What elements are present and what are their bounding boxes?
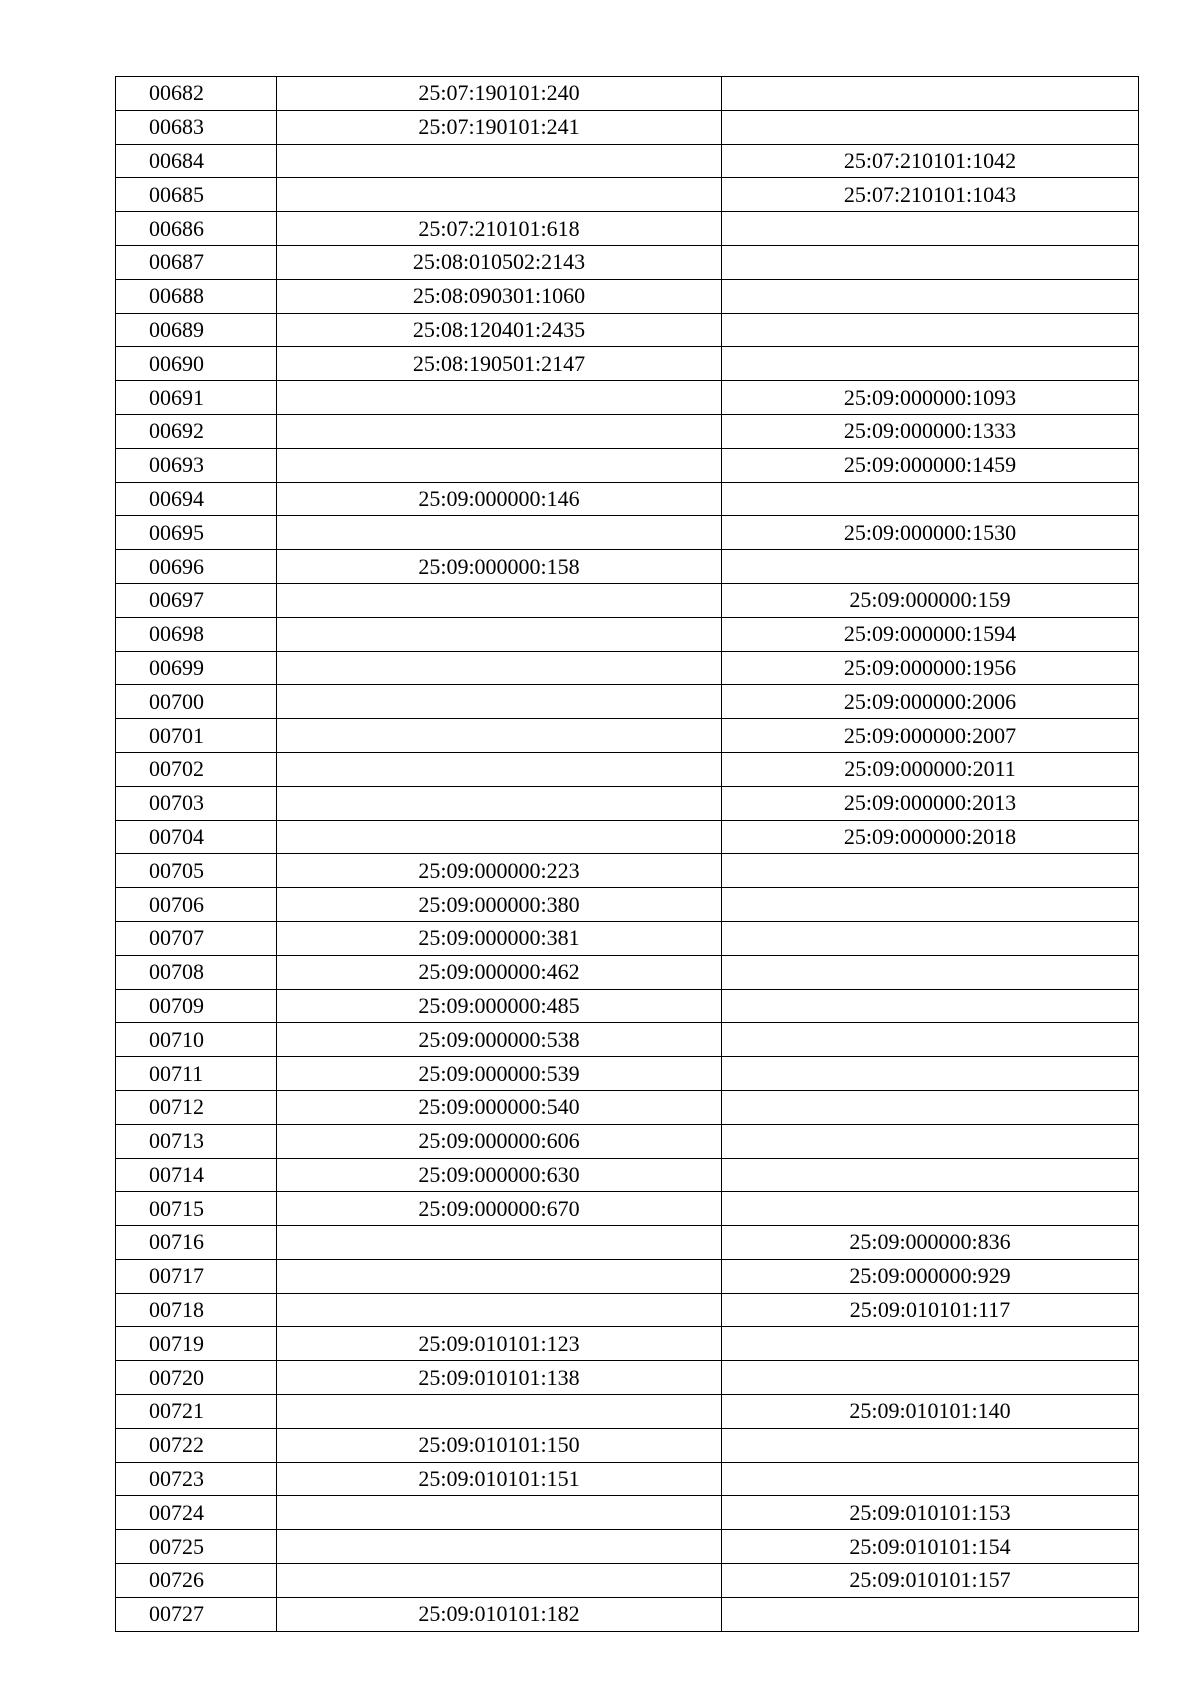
table-body bbox=[116, 77, 1139, 1632]
cadastral-number-cell-left: 25:09:000000:485 bbox=[277, 989, 722, 1023]
table-row bbox=[116, 516, 1139, 550]
table-row bbox=[116, 1023, 1139, 1057]
cadastral-number-cell-left bbox=[277, 414, 722, 448]
row-number-cell: 00712 bbox=[116, 1090, 277, 1124]
cadastral-number-cell-left bbox=[277, 1293, 722, 1327]
cadastral-number-cell-right: 25:09:000000:929 bbox=[722, 1259, 1139, 1293]
cadastral-number-cell-right: 25:09:000000:1459 bbox=[722, 448, 1139, 482]
cadastral-number-cell-left bbox=[277, 1530, 722, 1564]
cadastral-number-cell-right: 25:09:000000:2006 bbox=[722, 685, 1139, 719]
row-number-cell: 00704 bbox=[116, 820, 277, 854]
row-number-cell: 00693 bbox=[116, 448, 277, 482]
cadastral-number-cell-left bbox=[277, 144, 722, 178]
cadastral-number-cell-left bbox=[277, 516, 722, 550]
row-number-cell: 00726 bbox=[116, 1564, 277, 1598]
cadastral-number-cell-right bbox=[722, 347, 1139, 381]
row-number-cell: 00718 bbox=[116, 1293, 277, 1327]
cadastral-number-cell-right: 25:09:000000:1956 bbox=[722, 651, 1139, 685]
row-number-cell: 00687 bbox=[116, 245, 277, 279]
cadastral-number-cell-left: 25:09:010101:151 bbox=[277, 1462, 722, 1496]
cadastral-number-cell-left: 25:09:000000:381 bbox=[277, 921, 722, 955]
table-row bbox=[116, 1158, 1139, 1192]
cadastral-number-cell-right bbox=[722, 1158, 1139, 1192]
row-number-cell: 00713 bbox=[116, 1124, 277, 1158]
row-number-cell: 00709 bbox=[116, 989, 277, 1023]
row-number-cell: 00700 bbox=[116, 685, 277, 719]
row-number-cell: 00708 bbox=[116, 955, 277, 989]
table-row bbox=[116, 1293, 1139, 1327]
cadastral-number-cell-right bbox=[722, 1057, 1139, 1091]
cadastral-number-cell-left bbox=[277, 719, 722, 753]
table-row bbox=[116, 144, 1139, 178]
cadastral-number-cell-right bbox=[722, 212, 1139, 246]
table-row bbox=[116, 77, 1139, 111]
cadastral-number-cell-left bbox=[277, 617, 722, 651]
cadastral-number-cell-left bbox=[277, 651, 722, 685]
row-number-cell: 00702 bbox=[116, 752, 277, 786]
cadastral-number-cell-right bbox=[722, 1090, 1139, 1124]
cadastral-number-cell-left: 25:08:090301:1060 bbox=[277, 279, 722, 313]
row-number-cell: 00691 bbox=[116, 381, 277, 415]
cadastral-number-cell-left bbox=[277, 178, 722, 212]
cadastral-number-cell-right bbox=[722, 313, 1139, 347]
table-row bbox=[116, 414, 1139, 448]
row-number-cell: 00727 bbox=[116, 1597, 277, 1631]
cadastral-number-cell-left: 25:09:010101:123 bbox=[277, 1327, 722, 1361]
cadastral-number-cell-left bbox=[277, 1226, 722, 1260]
cadastral-number-cell-right bbox=[722, 1192, 1139, 1226]
cadastral-number-cell-left bbox=[277, 381, 722, 415]
table-row bbox=[116, 448, 1139, 482]
cadastral-number-cell-right bbox=[722, 550, 1139, 584]
table-row bbox=[116, 1564, 1139, 1598]
cadastral-number-cell-left: 25:07:190101:241 bbox=[277, 110, 722, 144]
row-number-cell: 00705 bbox=[116, 854, 277, 888]
row-number-cell: 00719 bbox=[116, 1327, 277, 1361]
cadastral-number-cell-left bbox=[277, 1395, 722, 1429]
cadastral-number-cell-left bbox=[277, 583, 722, 617]
row-number-cell: 00690 bbox=[116, 347, 277, 381]
cadastral-number-cell-right bbox=[722, 482, 1139, 516]
table-row bbox=[116, 583, 1139, 617]
table-row bbox=[116, 719, 1139, 753]
table-row bbox=[116, 347, 1139, 381]
cadastral-number-cell-left bbox=[277, 1564, 722, 1598]
cadastral-number-cell-right: 25:09:000000:2013 bbox=[722, 786, 1139, 820]
cadastral-number-cell-right bbox=[722, 110, 1139, 144]
cadastral-number-cell-left: 25:07:190101:240 bbox=[277, 77, 722, 111]
cadastral-number-cell-left bbox=[277, 752, 722, 786]
cadastral-number-cell-left: 25:08:190501:2147 bbox=[277, 347, 722, 381]
row-number-cell: 00716 bbox=[116, 1226, 277, 1260]
row-number-cell: 00682 bbox=[116, 77, 277, 111]
row-number-cell: 00698 bbox=[116, 617, 277, 651]
table-row bbox=[116, 1192, 1139, 1226]
row-number-cell: 00725 bbox=[116, 1530, 277, 1564]
table-row bbox=[116, 1057, 1139, 1091]
cadastral-number-cell-left: 25:09:010101:182 bbox=[277, 1597, 722, 1631]
table-row bbox=[116, 1090, 1139, 1124]
cadastral-number-cell-left bbox=[277, 820, 722, 854]
table-row bbox=[116, 1428, 1139, 1462]
table-row bbox=[116, 1226, 1139, 1260]
table-row bbox=[116, 482, 1139, 516]
table-row bbox=[116, 1327, 1139, 1361]
cadastral-number-cell-right bbox=[722, 1462, 1139, 1496]
table-row bbox=[116, 1395, 1139, 1429]
table-row bbox=[116, 245, 1139, 279]
cadastral-number-cell-right: 25:09:000000:2011 bbox=[722, 752, 1139, 786]
table-row bbox=[116, 1124, 1139, 1158]
row-number-cell: 00711 bbox=[116, 1057, 277, 1091]
cadastral-number-cell-right bbox=[722, 77, 1139, 111]
table-row bbox=[116, 381, 1139, 415]
cadastral-number-cell-right bbox=[722, 1361, 1139, 1395]
cadastral-number-cell-left bbox=[277, 1496, 722, 1530]
cadastral-number-cell-right: 25:09:000000:2018 bbox=[722, 820, 1139, 854]
cadastral-number-cell-right bbox=[722, 1327, 1139, 1361]
row-number-cell: 00707 bbox=[116, 921, 277, 955]
table-row bbox=[116, 178, 1139, 212]
table-row bbox=[116, 854, 1139, 888]
table-row bbox=[116, 752, 1139, 786]
cadastral-number-cell-left: 25:07:210101:618 bbox=[277, 212, 722, 246]
cadastral-number-cell-right: 25:09:000000:836 bbox=[722, 1226, 1139, 1260]
cadastral-number-cell-left: 25:09:000000:462 bbox=[277, 955, 722, 989]
cadastral-number-cell-right bbox=[722, 1124, 1139, 1158]
row-number-cell: 00701 bbox=[116, 719, 277, 753]
cadastral-number-cell-right bbox=[722, 1428, 1139, 1462]
cadastral-number-cell-right: 25:09:000000:1093 bbox=[722, 381, 1139, 415]
cadastral-number-cell-right bbox=[722, 989, 1139, 1023]
row-number-cell: 00688 bbox=[116, 279, 277, 313]
cadastral-number-cell-right: 25:09:000000:1594 bbox=[722, 617, 1139, 651]
cadastral-number-cell-right: 25:09:000000:159 bbox=[722, 583, 1139, 617]
row-number-cell: 00689 bbox=[116, 313, 277, 347]
cadastral-number-cell-right: 25:09:000000:1333 bbox=[722, 414, 1139, 448]
cadastral-number-cell-right: 25:09:000000:2007 bbox=[722, 719, 1139, 753]
cadastral-number-cell-right bbox=[722, 245, 1139, 279]
cadastral-number-cell-left: 25:09:000000:223 bbox=[277, 854, 722, 888]
cadastral-number-cell-left: 25:09:010101:138 bbox=[277, 1361, 722, 1395]
table-row bbox=[116, 313, 1139, 347]
cadastral-number-cell-right bbox=[722, 279, 1139, 313]
table-row bbox=[116, 279, 1139, 313]
table-row bbox=[116, 212, 1139, 246]
cadastral-number-cell-right bbox=[722, 955, 1139, 989]
row-number-cell: 00685 bbox=[116, 178, 277, 212]
cadastral-number-cell-right: 25:09:010101:153 bbox=[722, 1496, 1139, 1530]
row-number-cell: 00724 bbox=[116, 1496, 277, 1530]
table-row bbox=[116, 820, 1139, 854]
row-number-cell: 00699 bbox=[116, 651, 277, 685]
cadastral-number-cell-right bbox=[722, 1023, 1139, 1057]
cadastral-number-cell-left: 25:09:000000:539 bbox=[277, 1057, 722, 1091]
cadastral-number-cell-left bbox=[277, 1259, 722, 1293]
table-row bbox=[116, 955, 1139, 989]
cadastral-number-cell-left: 25:09:000000:146 bbox=[277, 482, 722, 516]
cadastral-number-cell-left: 25:09:000000:380 bbox=[277, 888, 722, 922]
cadastral-number-cell-right: 25:09:000000:1530 bbox=[722, 516, 1139, 550]
cadastral-number-cell-left: 25:09:000000:158 bbox=[277, 550, 722, 584]
cadastral-number-cell-right: 25:09:010101:157 bbox=[722, 1564, 1139, 1598]
cadastral-number-cell-right bbox=[722, 1597, 1139, 1631]
cadastral-number-cell-left: 25:08:120401:2435 bbox=[277, 313, 722, 347]
table-row bbox=[116, 651, 1139, 685]
table-row bbox=[116, 1259, 1139, 1293]
row-number-cell: 00703 bbox=[116, 786, 277, 820]
row-number-cell: 00686 bbox=[116, 212, 277, 246]
cadastral-number-cell-right bbox=[722, 888, 1139, 922]
cadastral-number-cell-right: 25:07:210101:1043 bbox=[722, 178, 1139, 212]
row-number-cell: 00694 bbox=[116, 482, 277, 516]
cadastral-number-cell-left: 25:09:000000:540 bbox=[277, 1090, 722, 1124]
table-row bbox=[116, 685, 1139, 719]
table-row bbox=[116, 888, 1139, 922]
cadastral-number-cell-right: 25:09:010101:140 bbox=[722, 1395, 1139, 1429]
row-number-cell: 00714 bbox=[116, 1158, 277, 1192]
cadastral-number-cell-right: 25:07:210101:1042 bbox=[722, 144, 1139, 178]
cadastral-number-table bbox=[115, 76, 1139, 1632]
row-number-cell: 00723 bbox=[116, 1462, 277, 1496]
cadastral-number-cell-left: 25:09:000000:606 bbox=[277, 1124, 722, 1158]
cadastral-number-cell-left bbox=[277, 786, 722, 820]
table-row bbox=[116, 110, 1139, 144]
cadastral-number-cell-right bbox=[722, 921, 1139, 955]
row-number-cell: 00722 bbox=[116, 1428, 277, 1462]
row-number-cell: 00715 bbox=[116, 1192, 277, 1226]
row-number-cell: 00721 bbox=[116, 1395, 277, 1429]
table-row bbox=[116, 550, 1139, 584]
row-number-cell: 00697 bbox=[116, 583, 277, 617]
table-row bbox=[116, 1361, 1139, 1395]
row-number-cell: 00717 bbox=[116, 1259, 277, 1293]
table-row bbox=[116, 617, 1139, 651]
table-row bbox=[116, 989, 1139, 1023]
cadastral-number-cell-left bbox=[277, 448, 722, 482]
table-row bbox=[116, 1496, 1139, 1530]
row-number-cell: 00695 bbox=[116, 516, 277, 550]
cadastral-number-cell-left bbox=[277, 685, 722, 719]
table-row bbox=[116, 1530, 1139, 1564]
table-row bbox=[116, 786, 1139, 820]
row-number-cell: 00684 bbox=[116, 144, 277, 178]
row-number-cell: 00696 bbox=[116, 550, 277, 584]
cadastral-number-cell-right: 25:09:010101:117 bbox=[722, 1293, 1139, 1327]
row-number-cell: 00692 bbox=[116, 414, 277, 448]
table-row bbox=[116, 1597, 1139, 1631]
table-row bbox=[116, 1462, 1139, 1496]
cadastral-number-cell-left: 25:09:000000:670 bbox=[277, 1192, 722, 1226]
row-number-cell: 00706 bbox=[116, 888, 277, 922]
row-number-cell: 00683 bbox=[116, 110, 277, 144]
cadastral-number-cell-right: 25:09:010101:154 bbox=[722, 1530, 1139, 1564]
cadastral-number-cell-left: 25:09:000000:538 bbox=[277, 1023, 722, 1057]
table-row bbox=[116, 921, 1139, 955]
row-number-cell: 00710 bbox=[116, 1023, 277, 1057]
row-number-cell: 00720 bbox=[116, 1361, 277, 1395]
cadastral-number-cell-left: 25:09:000000:630 bbox=[277, 1158, 722, 1192]
cadastral-number-cell-left: 25:09:010101:150 bbox=[277, 1428, 722, 1462]
cadastral-number-cell-right bbox=[722, 854, 1139, 888]
cadastral-number-cell-left: 25:08:010502:2143 bbox=[277, 245, 722, 279]
